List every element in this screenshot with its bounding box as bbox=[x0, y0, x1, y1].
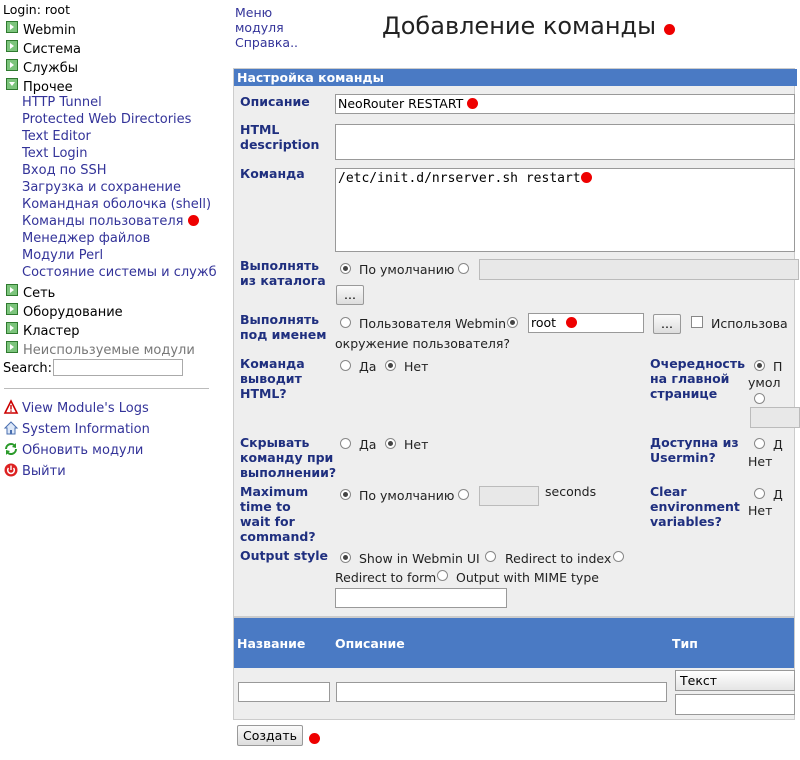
category-webmin[interactable]: Webmin bbox=[6, 21, 76, 38]
param-description-input[interactable] bbox=[336, 682, 667, 702]
clear-env-yes-radio[interactable] bbox=[754, 488, 765, 499]
output-style-label: Output style bbox=[240, 548, 329, 563]
output-redirect-form-label: Redirect to form bbox=[335, 570, 437, 585]
clear-env-no-label: Нет bbox=[748, 503, 773, 518]
power-icon bbox=[4, 463, 18, 477]
output-webmin-ui-label: Show in Webmin UI bbox=[359, 551, 480, 566]
create-button[interactable]: Создать bbox=[237, 725, 303, 746]
usermin-yes-radio[interactable] bbox=[754, 438, 765, 449]
run-dir-browse-button[interactable]: ... bbox=[336, 285, 364, 305]
usermin-yes-label: Д bbox=[773, 437, 783, 452]
max-time-input[interactable] bbox=[479, 486, 539, 506]
order-first-label: П bbox=[773, 359, 783, 374]
run-dir-default-radio[interactable] bbox=[340, 263, 351, 274]
module-shell[interactable]: Командная оболочка (shell) bbox=[22, 197, 212, 212]
parameters-header bbox=[234, 618, 794, 668]
module-file-manager[interactable]: Менеджер файлов bbox=[22, 231, 151, 246]
category-cluster[interactable]: Кластер bbox=[6, 322, 79, 339]
module-perl-modules[interactable]: Модули Perl bbox=[22, 248, 104, 263]
header-links bbox=[235, 5, 298, 50]
max-time-default-label: По умолчанию bbox=[359, 488, 455, 503]
expand-icon bbox=[6, 303, 18, 315]
col-description: Описание bbox=[335, 636, 405, 651]
page-title: Добавление команды bbox=[382, 12, 675, 40]
param-type-select[interactable]: Текст bbox=[675, 670, 795, 691]
marker-dot bbox=[566, 317, 577, 328]
run-as-label: Выполнять под именем bbox=[240, 312, 327, 342]
order-default-label: умол bbox=[748, 375, 781, 390]
html-description-label: HTML description bbox=[240, 122, 320, 152]
usermin-no-label: Нет bbox=[748, 454, 773, 469]
description-input[interactable]: NeoRouter RESTART bbox=[335, 94, 795, 114]
html-output-no-radio[interactable] bbox=[385, 360, 396, 371]
expand-icon bbox=[6, 284, 18, 296]
category-other[interactable]: Прочее bbox=[6, 78, 73, 95]
clear-env-yes-label: Д bbox=[773, 487, 783, 502]
use-env-label-1: Использова bbox=[711, 316, 788, 331]
run-as-user-input[interactable]: root bbox=[528, 313, 644, 333]
clear-env-label: Clear environment variables? bbox=[650, 484, 740, 529]
html-output-yes-radio[interactable] bbox=[340, 360, 351, 371]
parameters-table bbox=[233, 617, 795, 720]
form-section-title: Настройка команды bbox=[234, 69, 797, 86]
run-dir-input[interactable] bbox=[479, 259, 799, 280]
use-env-checkbox[interactable] bbox=[691, 316, 703, 328]
run-dir-custom-radio[interactable] bbox=[458, 263, 469, 274]
output-mime-label: Output with MIME type bbox=[456, 570, 599, 585]
marker-dot bbox=[188, 215, 199, 226]
output-redirect-form-radio[interactable] bbox=[613, 551, 624, 562]
marker-dot bbox=[581, 172, 592, 183]
logout-link[interactable]: Выйти bbox=[4, 463, 66, 479]
login-label: Login: root bbox=[3, 2, 70, 17]
marker-dot bbox=[309, 733, 320, 744]
run-as-browse-button[interactable]: ... bbox=[653, 314, 681, 334]
divider bbox=[4, 388, 209, 389]
order-custom-radio[interactable] bbox=[754, 393, 765, 404]
collapse-icon bbox=[6, 78, 18, 90]
refresh-icon bbox=[4, 442, 18, 456]
mime-type-input[interactable] bbox=[335, 588, 507, 608]
hide-yes-radio[interactable] bbox=[340, 438, 351, 449]
module-system-status[interactable]: Состояние системы и служб bbox=[22, 265, 217, 280]
hide-no-label: Нет bbox=[404, 437, 429, 452]
search-label: Search: bbox=[3, 361, 53, 376]
expand-icon bbox=[6, 322, 18, 334]
module-http-tunnel[interactable]: HTTP Tunnel bbox=[22, 95, 102, 110]
html-output-label: Команда выводит HTML? bbox=[240, 356, 305, 401]
order-label: Очередность на главной странице bbox=[650, 356, 745, 401]
col-name: Название bbox=[237, 636, 306, 651]
expand-icon bbox=[6, 59, 18, 71]
expand-icon bbox=[6, 341, 18, 353]
command-form bbox=[233, 68, 795, 617]
expand-icon bbox=[6, 40, 18, 52]
run-dir-default-label: По умолчанию bbox=[359, 262, 455, 277]
search-input[interactable] bbox=[53, 359, 183, 376]
module-text-editor[interactable]: Text Editor bbox=[22, 129, 91, 144]
hide-yes-label: Да bbox=[359, 437, 377, 452]
description-label: Описание bbox=[240, 94, 310, 109]
order-input[interactable] bbox=[750, 407, 800, 428]
marker-dot bbox=[664, 24, 675, 35]
output-redirect-index-radio[interactable] bbox=[485, 551, 496, 562]
html-description-textarea[interactable] bbox=[335, 124, 795, 160]
module-upload-download[interactable]: Загрузка и сохранение bbox=[22, 180, 181, 195]
help-link[interactable]: Справка.. bbox=[235, 35, 299, 50]
max-time-default-radio[interactable] bbox=[340, 489, 351, 500]
refresh-modules-link[interactable]: Обновить модули bbox=[4, 442, 143, 458]
col-type: Тип bbox=[672, 636, 698, 651]
category-services[interactable]: Службы bbox=[6, 59, 78, 76]
module-custom-commands[interactable]: Команды пользователя bbox=[22, 214, 199, 229]
param-name-input[interactable] bbox=[238, 682, 330, 702]
command-label: Команда bbox=[240, 166, 305, 181]
output-mime-radio[interactable] bbox=[437, 570, 448, 581]
hide-no-radio[interactable] bbox=[385, 438, 396, 449]
seconds-label: seconds bbox=[545, 484, 597, 499]
module-ssh-login[interactable]: Вход по SSH bbox=[22, 163, 107, 178]
html-output-yes-label: Да bbox=[359, 359, 377, 374]
expand-icon bbox=[6, 21, 18, 33]
module-text-login[interactable]: Text Login bbox=[22, 146, 88, 161]
run-as-user-radio[interactable] bbox=[507, 317, 518, 328]
category-network[interactable]: Сеть bbox=[6, 284, 55, 301]
run-as-webmin-label: Пользователя Webmin bbox=[359, 316, 507, 331]
marker-dot bbox=[467, 98, 478, 109]
category-unused[interactable]: Неиспользуемые модули bbox=[6, 341, 195, 358]
html-output-no-label: Нет bbox=[404, 359, 429, 374]
system-info-link[interactable]: System Information bbox=[4, 421, 150, 437]
output-webmin-ui-radio[interactable] bbox=[340, 552, 351, 563]
module-protected-web-dirs[interactable]: Protected Web Directories bbox=[22, 112, 192, 127]
max-time-label: Maximum time to wait for command? bbox=[240, 484, 316, 544]
hide-command-label: Скрывать команду при выполнении? bbox=[240, 435, 337, 480]
param-extra-input[interactable] bbox=[675, 694, 795, 715]
use-env-label-2: окружение пользователя? bbox=[335, 336, 511, 351]
order-first-radio[interactable] bbox=[754, 360, 765, 371]
house-icon bbox=[4, 421, 18, 435]
category-system[interactable]: Система bbox=[6, 40, 81, 57]
warning-icon bbox=[4, 400, 18, 414]
command-textarea[interactable]: /etc/init.d/nrserver.sh restart bbox=[335, 168, 795, 252]
max-time-custom-radio[interactable] bbox=[458, 489, 469, 500]
view-logs-link[interactable]: View Module's Logs bbox=[4, 400, 149, 416]
left-frame bbox=[0, 0, 217, 760]
category-hardware[interactable]: Оборудование bbox=[6, 303, 123, 320]
output-redirect-index-label: Redirect to index bbox=[505, 551, 612, 566]
module-menu-link[interactable]: Меню модуля bbox=[235, 5, 284, 35]
usermin-label: Доступна из Usermin? bbox=[650, 435, 739, 465]
run-as-webmin-radio[interactable] bbox=[340, 317, 351, 328]
run-dir-label: Выполнять из каталога bbox=[240, 258, 326, 288]
